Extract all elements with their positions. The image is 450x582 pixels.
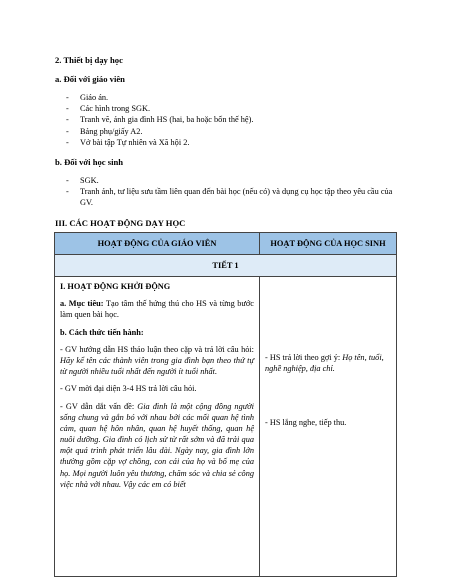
list-item: - Bảng phụ/giấy A2. <box>66 126 253 137</box>
goal-text: Tạo tâm thế hứng thú cho HS và từng bước làm quen bài học. <box>60 299 254 320</box>
response-1-text: - HS trả lời theo gợi ý: <box>265 353 343 362</box>
section-3-title: III. CÁC HOẠT ĐỘNG DẠY HỌC <box>55 218 186 228</box>
list-item: - Tranh ảnh, tư liệu sưu tầm liên quan đến bài học (nếu có) và dụng cụ học tập theo yêu cầu của GV. <box>66 186 396 208</box>
step-1-question: Hãy kể tên các thành viên trong gia đình bạn theo thứ tự từ người nhiều tuổi nhất đến người ít tuổi nhất. <box>60 355 254 377</box>
student-activity-cell <box>260 277 397 577</box>
goal-label: a. Mục tiêu: <box>60 299 104 309</box>
step-3-narrative: Gia đình là một cộng đồng người sống chung và gắn bó với nhau bởi các mối quan hệ tình cảm, quan hệ hôn nhân, quan hệ huyết thống, quan hệ nuôi dưỡng. Gia đình có lịch sử từ rất sớm và đã trải qua một quá trình phát triển lâu dài. Ngày nay, gia đình lớn thường gồm cặp vợ chồng, con cái của họ và bố mẹ của họ. Mọi người luôn yêu thương, chăm sóc và chia sẻ công việc nhà với nhau. Vậy các em có biết <box>60 401 254 489</box>
teacher-equipment-list <box>66 92 253 148</box>
activity-title: I. HOẠT ĐỘNG KHỞI ĐỘNG <box>60 282 171 291</box>
response-1-hint: Họ tên, tuổi, nghề nghiệp, địa chỉ. <box>265 353 384 374</box>
response-1 <box>265 352 391 374</box>
method-label: b. Cách thức tiến hành: <box>60 327 144 337</box>
list-item: - Giáo án. <box>66 92 253 103</box>
section-2-title: 2. Thiết bị dạy học <box>55 55 123 65</box>
list-item: - Tranh vẽ, ảnh gia đình HS (hai, ba hoặc bốn thế hệ). <box>66 114 253 125</box>
step-2: - GV mời đại diện 3-4 HS trả lời câu hỏi. <box>60 384 197 394</box>
response-2: - HS lắng nghe, tiếp thu. <box>265 418 347 428</box>
list-item: - Các hình trong SGK. <box>66 103 253 114</box>
list-item: - Vở bài tập Tự nhiên và Xã hội 2. <box>66 137 253 148</box>
period-row: TIẾT 1 <box>55 255 397 277</box>
step-1-text: - GV hướng dẫn HS thảo luận theo cặp và trả lời câu hỏi: <box>60 344 254 354</box>
step-1 <box>60 344 254 378</box>
step-3 <box>60 401 254 491</box>
step-3-text: - GV dẫn dắt vấn đề: <box>60 401 138 411</box>
goal-paragraph <box>60 298 254 320</box>
list-item: - SGK. <box>66 175 396 186</box>
teacher-activity-cell <box>55 277 260 577</box>
teacher-column-header: HOẠT ĐỘNG CỦA GIÁO VIÊN <box>55 233 260 255</box>
student-equipment-list <box>66 175 396 209</box>
teacher-heading: a. Đối với giáo viên <box>55 74 125 84</box>
student-heading: b. Đối với học sinh <box>55 157 124 167</box>
lesson-activity-table <box>54 232 397 577</box>
student-column-header: HOẠT ĐỘNG CỦA HỌC SINH <box>260 233 397 255</box>
